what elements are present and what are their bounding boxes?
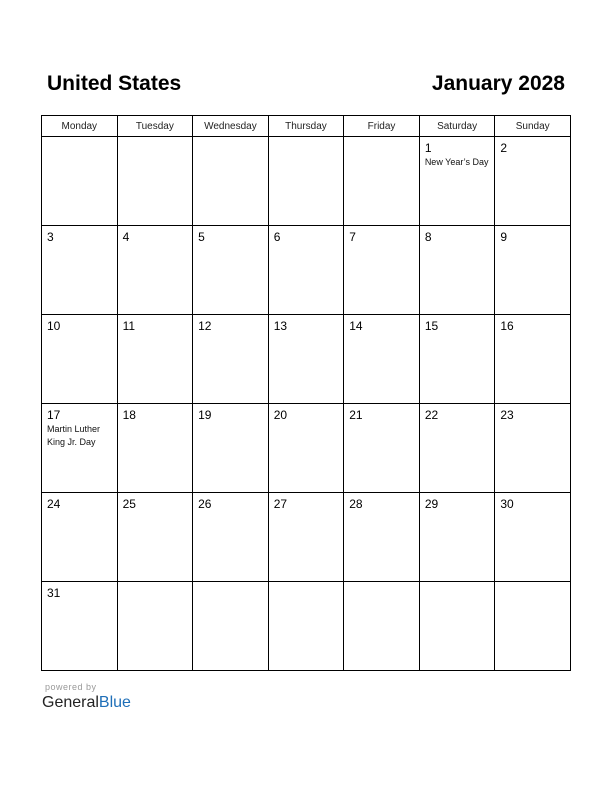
day-number: 31 — [47, 586, 61, 600]
day-cell — [42, 493, 118, 582]
day-number: 27 — [273, 497, 288, 511]
week-row — [42, 226, 571, 315]
day-cell — [495, 404, 571, 493]
country-title: United States — [47, 72, 182, 95]
day-cell — [117, 137, 193, 226]
week-row — [42, 582, 571, 671]
day-number: 4 — [122, 230, 130, 244]
day-number: 13 — [273, 319, 288, 333]
day-cell — [42, 582, 118, 671]
weekday-header: Sunday — [495, 116, 571, 137]
weekday-header: Saturday — [419, 116, 495, 137]
day-cell — [268, 493, 344, 582]
day-number: 18 — [122, 408, 136, 422]
day-number: 17 — [47, 408, 61, 422]
day-number: 7 — [349, 230, 356, 244]
day-cell — [344, 404, 420, 493]
day-number: 30 — [500, 497, 514, 511]
day-cell — [268, 582, 344, 671]
weekday-header: Thursday — [268, 116, 344, 137]
day-number: 2 — [500, 141, 508, 155]
week-row — [42, 137, 571, 226]
day-number: 29 — [424, 497, 439, 511]
day-number: 14 — [349, 319, 363, 333]
day-number: 22 — [424, 408, 439, 422]
day-number: 3 — [47, 230, 54, 244]
day-cell — [344, 226, 420, 315]
day-cell — [268, 137, 344, 226]
day-cell — [344, 137, 420, 226]
day-number: 1 — [424, 141, 432, 155]
day-cell — [42, 226, 118, 315]
day-cell — [495, 137, 571, 226]
day-number: 20 — [273, 408, 288, 422]
day-cell — [193, 582, 269, 671]
day-cell — [344, 493, 420, 582]
week-row — [42, 493, 571, 582]
day-cell — [344, 315, 420, 404]
logo-text-blue: Blue — [98, 694, 131, 711]
day-cell — [268, 226, 344, 315]
day-cell — [42, 404, 118, 493]
day-cell — [117, 582, 193, 671]
day-cell — [419, 137, 495, 226]
day-cell — [495, 582, 571, 671]
weekday-header-row — [42, 116, 571, 137]
generalblue-logo — [42, 694, 131, 712]
day-cell — [495, 493, 571, 582]
logo-text-general: General — [42, 694, 99, 711]
day-number: 9 — [500, 230, 508, 244]
day-cell — [42, 137, 118, 226]
day-cell — [419, 582, 495, 671]
day-number: 25 — [122, 497, 136, 511]
day-number: 5 — [198, 230, 205, 244]
week-row — [42, 315, 571, 404]
day-number: 24 — [47, 497, 61, 511]
weekday-header: Tuesday — [117, 116, 193, 137]
day-cell — [419, 493, 495, 582]
day-cell — [42, 315, 118, 404]
weekday-header: Wednesday — [193, 116, 269, 137]
day-number: 10 — [47, 319, 61, 333]
day-cell — [193, 493, 269, 582]
day-number: 6 — [273, 230, 281, 244]
day-cell — [495, 226, 571, 315]
day-cell — [193, 226, 269, 315]
day-number: 26 — [198, 497, 212, 511]
day-cell — [193, 315, 269, 404]
day-cell — [495, 315, 571, 404]
day-number: 8 — [424, 230, 432, 244]
day-cell — [344, 582, 420, 671]
day-cell — [268, 315, 344, 404]
day-cell — [419, 315, 495, 404]
day-number: 16 — [500, 319, 514, 333]
day-cell — [117, 493, 193, 582]
calendar-grid — [41, 115, 571, 671]
holiday-label: Martin Luther King Jr. Day — [47, 424, 101, 447]
weekday-header: Monday — [42, 116, 118, 137]
weekday-header: Friday — [344, 116, 420, 137]
day-number: 11 — [122, 319, 136, 333]
day-number: 12 — [198, 319, 212, 333]
holiday-label: New Year’s Day — [424, 157, 489, 167]
day-number: 19 — [198, 408, 212, 422]
day-cell — [419, 404, 495, 493]
day-number: 21 — [349, 408, 363, 422]
day-cell — [193, 404, 269, 493]
powered-by-label: powered by — [45, 682, 97, 692]
month-year-title: January 2028 — [431, 72, 565, 95]
day-cell — [268, 404, 344, 493]
day-cell — [117, 315, 193, 404]
day-number: 23 — [500, 408, 514, 422]
day-number: 15 — [424, 319, 439, 333]
day-number: 28 — [349, 497, 363, 511]
day-cell — [117, 226, 193, 315]
day-cell — [117, 404, 193, 493]
day-cell — [193, 137, 269, 226]
day-cell — [419, 226, 495, 315]
week-row — [42, 404, 571, 493]
